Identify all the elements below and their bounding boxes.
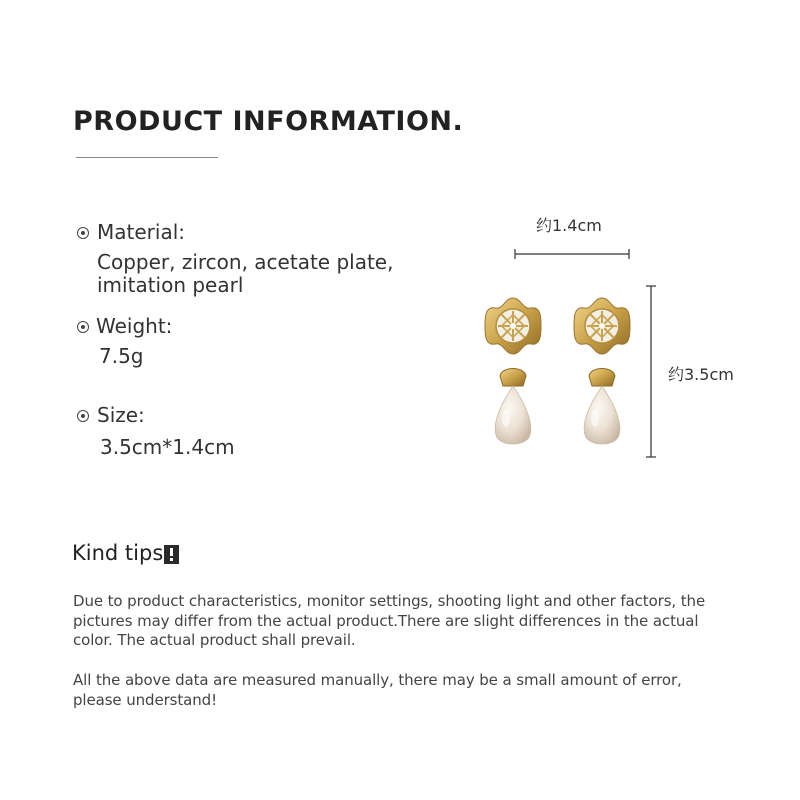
size-bullet-icon [77,410,89,422]
weight-bullet-icon [77,321,89,333]
width-dimension-label: 约1.4cm [536,216,602,235]
kind-tips-paragraph-2: All the above data are measured manually, there may be a small amount of error, please understand! [73,671,682,709]
material-value-line-1: Copper, zircon, acetate plate, [97,250,394,274]
title-underline [76,157,218,158]
left-earring [485,298,541,444]
kind-tips-heading: Kind tips [72,541,164,565]
right-earring [574,298,630,444]
earrings-product-image [460,240,680,470]
material-label: Material: [97,220,185,244]
weight-value: 7.5g [99,344,144,368]
exclamation-icon [164,545,179,564]
height-dimension-label: 约3.5cm [668,365,734,384]
page-title: PRODUCT INFORMATION. [73,106,464,137]
weight-label: Weight: [96,314,173,338]
width-dimension-line [515,249,629,259]
size-value: 3.5cm*1.4cm [100,435,235,459]
height-dimension-line [646,286,656,457]
kind-tips-paragraph-1: Due to product characteristics, monitor settings, shooting light and other factors, the pictures may differ from the actual product.There are slight differences in the actual color. The actual product shall prevail. [73,592,706,649]
material-bullet-icon [77,227,89,239]
material-value-line-2: imitation pearl [97,273,244,297]
size-label: Size: [97,403,145,427]
